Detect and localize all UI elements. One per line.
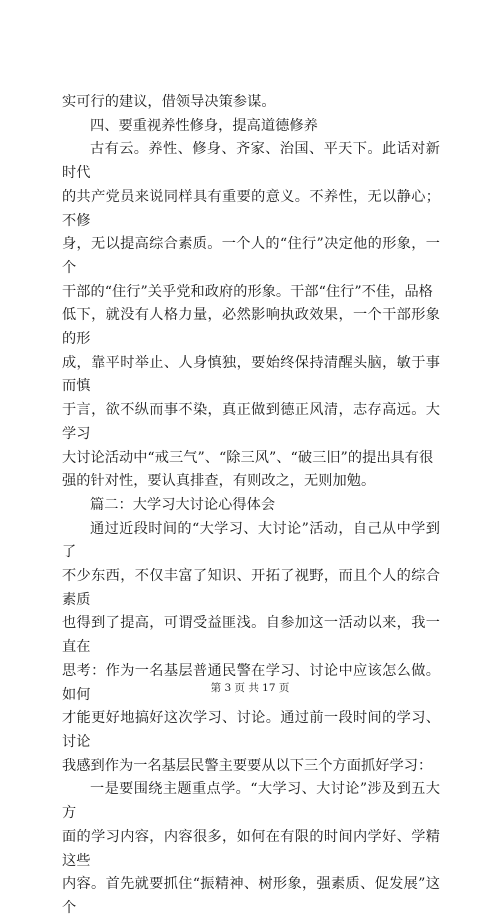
- paragraph-focused-study: 一是要围绕主题重点学。“大学习、大讨论”涉及到五大方 面的学习内容，内容很多，如何在有限的时间内学好、学精这些 内容。首先就要抓住“振精神、树形象，强素质、促发展”这个: [62, 781, 440, 916]
- page-number-footer: 第 3 页 共 17 页: [210, 682, 290, 694]
- paragraph-self-cultivation: 古有云。养性、修身、齐家、治国、平天下。此话对新时代 的共产党员来说同样具有重要的意义。不养性，无以静心；不修 身，无以提高综合素质。一个人的“住行”决定他的形象，一个 干部的“住行”关乎党和政府的形象。干部“住行”不佳，品格 低下，就没有人格力量，必然影响执政效果，一个干部形象的形 成，靠平时举止、人身慎独，要始终保持清醒头脑，敏于事而慎 于言，欲不纵而事不染，真正做到德正风清，志存高远。大学习 大讨论活动中“戒三气”、“除三风”、“破三旧”的提出具有很 强的针对性，要认真排查，有则改之，无则加勉。: [62, 141, 440, 490]
- section-heading-four: 四、要重视养性修身，提高道德修养: [90, 117, 318, 134]
- article-heading-part-two: 篇二：大学习大讨论心得体会: [90, 496, 276, 513]
- paragraph-activity-reflection: 通过近段时间的“大学习、大讨论”活动，自己从中学到了 不少东西，不仅丰富了知识、开拓了视野，而且个人的综合素质 也得到了提高，可谓受益匪浅。自参加这一活动以来，我一直在 思考：作为一名基层普通民警在学习、讨论中应该怎么做。如何 才能更好地搞好这次学习、讨论。通过前一段时间的学习、讨论 我感到作为一名基层民警主要要从以下三个方面抓好学习：: [62, 520, 440, 774]
- paragraph-proposal-end: 实可行的建议，借领导决策参谋。: [62, 94, 276, 110]
- document-body: [62, 91, 440, 921]
